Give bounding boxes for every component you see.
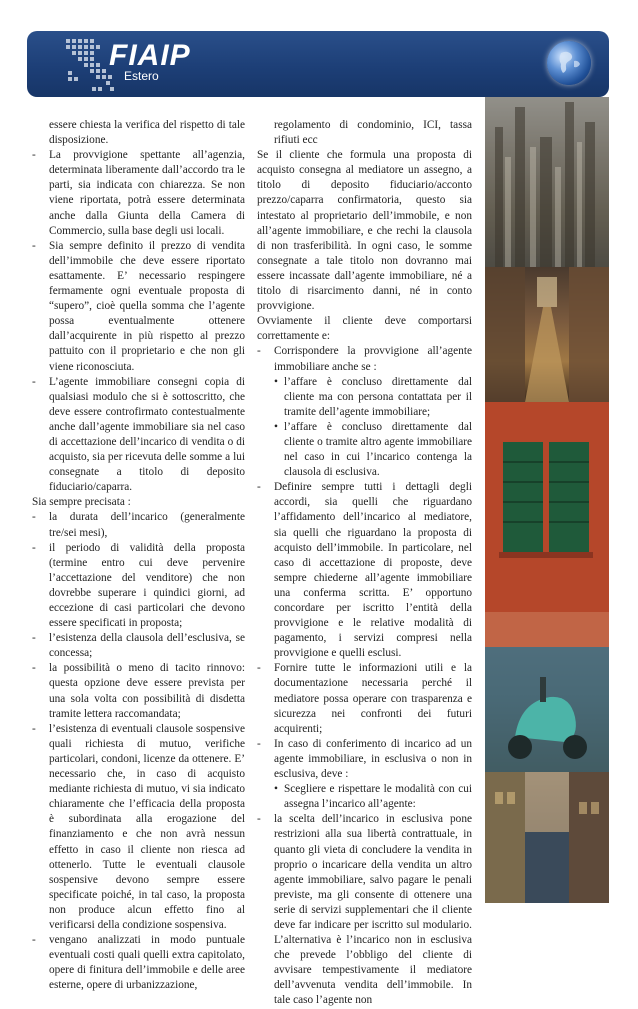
window-shutters-photo bbox=[485, 402, 609, 647]
text-column-right bbox=[257, 118, 472, 1009]
section-heading: Sia sempre precisata : bbox=[32, 496, 131, 509]
fiaip-logo: FIAIP bbox=[109, 39, 191, 72]
section-subtitle: Estero bbox=[124, 69, 159, 83]
list-item: - la durata dell’incarico (generalmente tre/sei mesi), bbox=[32, 511, 245, 539]
photo-strip bbox=[485, 97, 609, 903]
paragraph: Ovviamente il cliente deve comportarsi correttamente e: bbox=[257, 315, 472, 343]
list-item: - L’agente immobiliare consegni copia di qualsiasi modulo che si è sottoscritto, che deve essere controfirmato contestualmente anche dall’agente immobiliare sia nel caso di accettazione dell’incarico di vendita o di acquisto, sia per ricevuta delle somme a lui consegnate a titolo di deposito fiduciario/caparra. bbox=[32, 375, 245, 494]
paragraph: essere chiesta la verifica del rispetto di tale disposizione. bbox=[49, 119, 245, 147]
list-item: - Sia sempre definito il prezzo di vendita dell’immobile che deve essere riportato esattamente. E’ necessario respingere fermamente ogni eventuale proposta di “supero”, cioè quella somma che l’agente possa eventualmente ottenere dall’acquirente in più rispetto al prezzo pattuito con il proprietario e che non gli viene riconosciuta. bbox=[32, 239, 245, 373]
list-item: - la scelta dell’incarico in esclusiva pone restrizioni alla sua libertà contrattuale, in quanto gli vieta di concludere la vendita in proprio o incaricare della vendita un altro agente immobiliare, salvo pagare le penali previste, ma gli consente di ottenere una serie di servizi supplementari che il cliente deve far indicare per iscritto sul modulario. L’alternativa è l’incarico non in esclusiva che prevede l’obbligo del cliente di avvisare tempestivamente il mediatore dell’avvenuta vendita dell’immobile. In tale caso l’agente non bbox=[257, 813, 472, 1007]
list-item: - la possibilità o meno di tacito rinnovo: questa opzione deve essere prevista per una sola volta con possibilità di disdetta tramite lettera raccomandata; bbox=[32, 662, 245, 720]
venice-canal-photo bbox=[485, 772, 609, 903]
list-item: - il periodo di validità della proposta (termine entro cui deve pervenire l’accettazione del venditore) che non dovrebbe superare i quindici giorni, ad eccezione di casi particolari che devono essere specificati in proposta; bbox=[32, 541, 245, 630]
list-item: - Definire sempre tutti i dettagli degli accordi, sia quelli che riguardano l’affidamento dell’incarico al mediatore, sia quelli che riguardano la proposta di acquisto dell’immobile. In particolare, nel caso di accettazione di proposte, deve sempre chiederne all’agente immobiliare una conferma scritta. E’ opportuno concordare per iscritto l’entità della provvigione e le relative modalità di pagamento, i servizi compresi nella provvigione e quelli esclusi. bbox=[257, 481, 472, 660]
list-item: - vengano analizzati in modo puntuale eventuali costi quali quelli extra capitolato, opere di finitura dell’immobile e delle aree esterne, opere di urbanizzazione, bbox=[32, 934, 245, 992]
paragraph: regolamento di condominio, ICI, tassa rifiuti ecc bbox=[274, 119, 472, 147]
vespa-photo bbox=[485, 647, 609, 772]
list-item: - Fornire tutte le informazioni utili e la documentazione necessaria perché il mediatore possa operare con trasparenza e sicurezza nei confronti dei futuri acquirenti; bbox=[257, 662, 472, 735]
bullet-item: • Scegliere e rispettare le modalità con cui assegna l’incarico all’agente: bbox=[274, 783, 472, 811]
list-item: - l’esistenza della clausola dell’esclusiva, se concessa; bbox=[32, 632, 245, 660]
globe-icon bbox=[547, 41, 591, 85]
list-item: - Corrispondere la provvigione all’agente immobiliare anche se : bbox=[257, 345, 472, 373]
list-item: - La provvigione spettante all’agenzia, determinata liberamente dall’accordo tra le parti, sia indicata con chiarezza. Se non viene riportata, potrà essere determinata anche dalla Giunta della Camera di Commercio, sulla base degli usi locali. bbox=[32, 149, 245, 237]
paragraph: Se il cliente che formula una proposta di acquisto consegna al mediatore un assegno, a titolo di deposito fiduciario/acconto prezzo/caparra confirmatoria, questo sia intestato al proprietario dell’immobile, e non all’agente immobiliare, e che rechi la clausola di non trasferibilità. In ogni caso, le somme consegnate a tale titolo non dovranno mai essere incassate dall’agente immobiliare, né a titolo di risarcimento danni, né in conto provvigione. bbox=[257, 149, 472, 313]
cathedral-photo bbox=[485, 97, 609, 267]
bullet-item: • l’affare è concluso direttamente dal cliente ma con persona contattata per il tramite dell’agente immobiliare; bbox=[274, 375, 472, 418]
list-item: - l’esistenza di eventuali clausole sospensive quali richiesta di mutuo, verifiche particolari, condoni, licenze da ottenere. E’ necessario che, in caso di acquisto mediante richiesta di mutuo, vi sia indicato chiaramente che l’efficacia della proposta è subordinata alla erogazione del finanziamento e che non avrà nessun effetto in caso il cliente non riesca ad ottenerlo. Tutte le eventuali clausole sospensive devono sempre essere specificate poiché, in tal caso, la proposta non produce alcun effetto fino al verificarsi della condizione sospensiva. bbox=[32, 722, 245, 931]
bullet-item: • l’affare è concluso direttamente dal cliente o tramite altro agente immobiliare nel caso in cui l’incarico contenga la clausola di esclusiva. bbox=[274, 420, 472, 479]
list-item: - In caso di conferimento di incarico ad un agente immobiliare, in esclusiva o non in esclusiva, deve : bbox=[257, 737, 472, 781]
header-banner bbox=[27, 31, 609, 97]
street-photo bbox=[485, 267, 609, 402]
text-column-left bbox=[32, 118, 245, 993]
